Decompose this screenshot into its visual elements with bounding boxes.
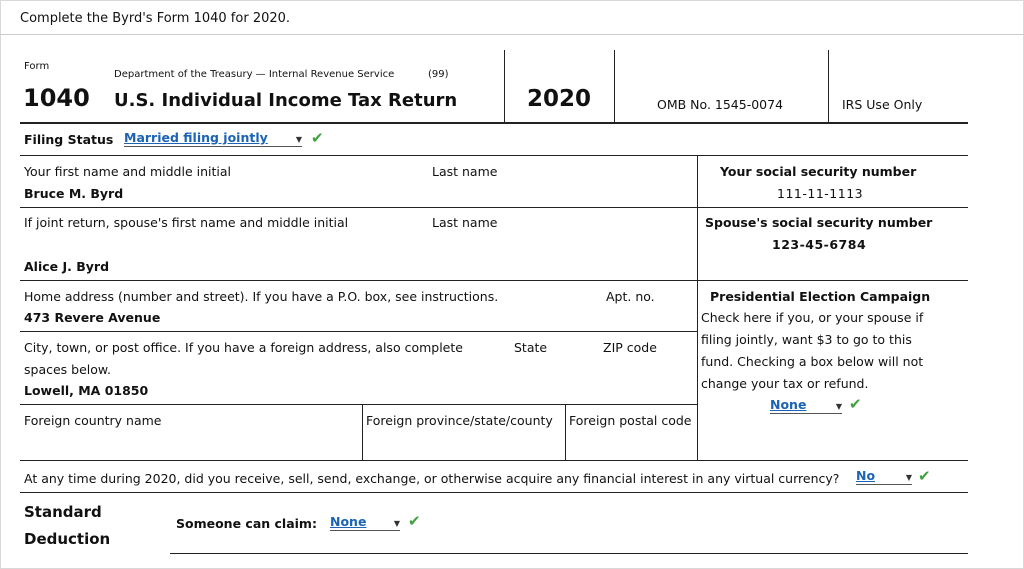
- someone-can-claim-select[interactable]: [330, 515, 400, 531]
- instruction-text: Complete the Byrd's Form 1040 for 2020.: [20, 11, 291, 26]
- header-divider-1: [504, 50, 505, 123]
- city-value: Lowell, MA 01850: [24, 383, 149, 398]
- right-column-divider: [697, 155, 698, 461]
- zip-label: ZIP code: [603, 340, 657, 355]
- chevron-down-icon: ▼: [835, 402, 842, 411]
- spouse-rule: [20, 280, 968, 281]
- foreign-country-label: Foreign country name: [24, 413, 162, 428]
- campaign-value: None: [770, 397, 807, 412]
- virtual-currency-question: At any time during 2020, did you receive, sell, send, exchange, or otherwise acquire any financial interest in any virtual currency?: [24, 471, 840, 486]
- campaign-title: Presidential Election Campaign: [710, 289, 931, 304]
- someone-can-claim-label: Someone can claim:: [176, 516, 317, 531]
- taxpayer-rule: [20, 207, 968, 208]
- filing-status-label: Filing Status: [24, 132, 114, 147]
- header-divider-3: [828, 50, 829, 123]
- spouse-ssn-label: Spouse's social security number: [705, 215, 933, 230]
- spouse-ssn-value: 123-45-6784: [772, 237, 867, 252]
- state-label: State: [514, 340, 548, 355]
- last-name-label: Last name: [432, 164, 498, 179]
- first-name-value: Bruce M. Byrd: [24, 186, 124, 201]
- department-text: Department of the Treasury — Internal Revenue Service: [114, 69, 395, 80]
- campaign-select[interactable]: [770, 398, 842, 414]
- header-bottom-rule: [20, 122, 968, 124]
- form-year: 2020: [527, 86, 592, 112]
- apt-label: Apt. no.: [606, 289, 655, 304]
- campaign-rule: [20, 460, 968, 461]
- chevron-down-icon: ▼: [295, 135, 302, 144]
- address-rule: [20, 331, 698, 332]
- campaign-line-3: fund. Checking a box below will not: [701, 354, 924, 369]
- ssn-label: Your social security number: [720, 164, 917, 179]
- chevron-down-icon: ▼: [905, 473, 912, 482]
- foreign-postal-label: Foreign postal code: [569, 413, 692, 428]
- filing-status-select[interactable]: [124, 131, 302, 147]
- foreign-province-label: Foreign province/state/county: [366, 413, 553, 428]
- foreign-divider-2: [565, 404, 566, 461]
- first-name-label: Your first name and middle initial: [24, 164, 232, 179]
- city-rule: [20, 404, 698, 405]
- form-number: 1040: [23, 84, 90, 112]
- form-title: U.S. Individual Income Tax Return: [114, 90, 458, 111]
- check-icon: ✔: [408, 512, 421, 530]
- spouse-first-name-label: If joint return, spouse's first name and middle initial: [24, 215, 349, 230]
- home-address-label: Home address (number and street). If you have a P.O. box, see instructions.: [24, 289, 499, 304]
- filing-status-value: Married filing jointly: [124, 130, 268, 145]
- home-address-value: 473 Revere Avenue: [24, 310, 161, 325]
- ssn-value: 111-11-1113: [777, 186, 864, 201]
- foreign-divider-1: [362, 404, 363, 461]
- department-code: (99): [428, 69, 449, 80]
- city-label-line2: spaces below.: [24, 362, 111, 377]
- spouse-last-name-label: Last name: [432, 215, 498, 230]
- spouse-first-name-value: Alice J. Byrd: [24, 259, 110, 274]
- irs-use-only: IRS Use Only: [842, 97, 923, 112]
- campaign-line-2: filing jointly, want $3 to go to this: [701, 332, 912, 347]
- virtual-currency-rule: [20, 492, 968, 493]
- virtual-currency-select[interactable]: [856, 469, 912, 485]
- check-icon: ✔: [311, 129, 324, 147]
- check-icon: ✔: [918, 467, 931, 485]
- standard-deduction-title-2: Deduction: [24, 530, 111, 548]
- omb-number: OMB No. 1545-0074: [657, 97, 784, 112]
- header-divider-2: [614, 50, 615, 123]
- campaign-line-1: Check here if you, or your spouse if: [701, 310, 924, 325]
- standard-deduction-title-1: Standard: [24, 503, 102, 521]
- filing-status-rule: [20, 155, 968, 156]
- campaign-line-4: change your tax or refund.: [701, 376, 869, 391]
- check-icon: ✔: [849, 395, 862, 413]
- someone-can-claim-value: None: [330, 514, 367, 529]
- form-label: Form: [24, 61, 50, 72]
- instruction-divider: [0, 34, 1024, 35]
- chevron-down-icon: ▼: [393, 519, 400, 528]
- standard-deduction-rule: [170, 553, 968, 554]
- virtual-currency-value: No: [856, 468, 876, 483]
- city-label-line1: City, town, or post office. If you have a foreign address, also complete: [24, 340, 463, 355]
